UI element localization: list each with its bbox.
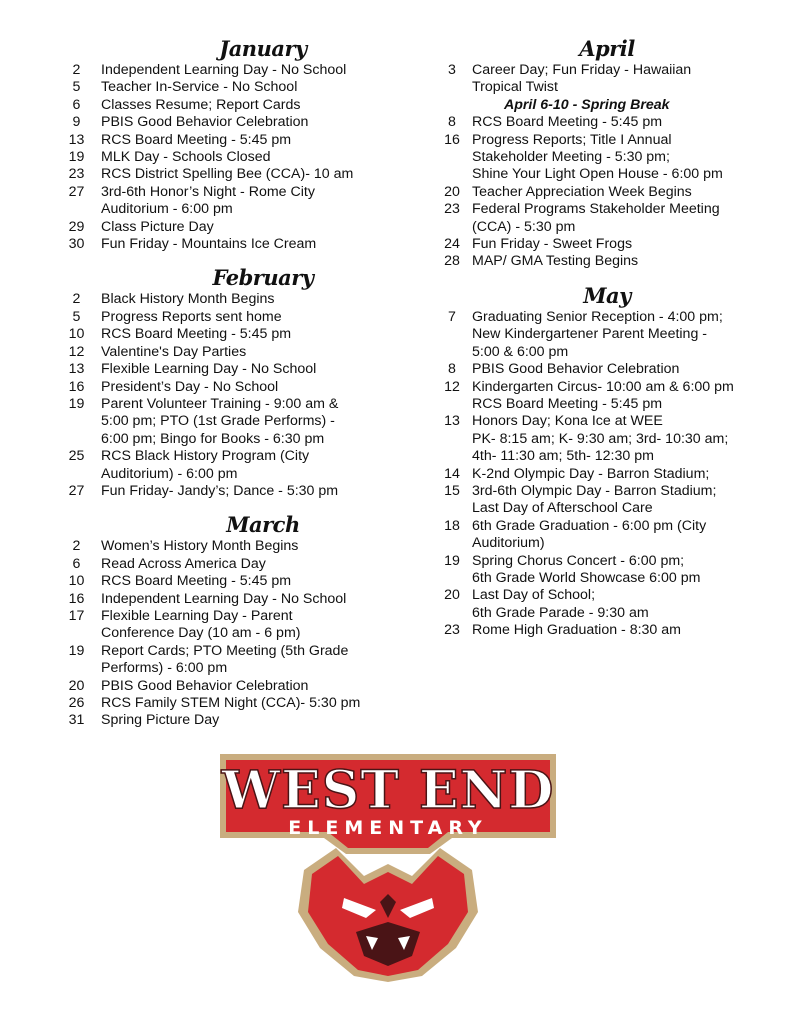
event-text: President’s Day - No School — [101, 378, 279, 395]
event-day: 16 — [444, 131, 460, 148]
event-text: Fun Friday - Sweet Frogs — [472, 236, 633, 253]
event-day: 27 — [68, 183, 85, 200]
right-column — [432, 32, 762, 648]
event-row — [52, 219, 402, 236]
month-may — [432, 279, 762, 640]
event-text: Flexible Learning Day - No School — [101, 361, 317, 378]
event-row — [52, 712, 402, 729]
event-text: PBIS Good Behavior Celebration — [101, 114, 309, 131]
event-text: Fun Friday - Mountains Ice Cream — [101, 236, 317, 253]
event-day: 8 — [448, 361, 456, 378]
event-row — [52, 643, 402, 678]
event-text: RCS Black History Program (City Auditorium) - 6:00 pm — [101, 448, 310, 482]
event-day: 13 — [68, 361, 85, 378]
event-day: 20 — [68, 677, 85, 694]
event-text: 3rd-6th Olympic Day - Barron Stadium; Last Day of Afterschool Care — [472, 482, 717, 517]
event-row — [432, 309, 762, 361]
event-day: 5 — [72, 79, 81, 96]
event-row — [52, 448, 402, 483]
event-row — [432, 114, 762, 131]
event-text: Progress Reports sent home — [101, 308, 282, 325]
event-row — [432, 483, 762, 518]
event-row — [432, 62, 762, 97]
event-text: Report Cards; PTO Meeting (5th Grade Performs) - 6:00 pm — [101, 642, 349, 677]
event-text: RCS Board Meeting - 5:45 pm — [101, 326, 292, 343]
event-row — [432, 253, 762, 270]
event-text: RCS Family STEM Night (CCA)- 5:30 pm — [101, 695, 361, 711]
event-text: Spring Chorus Concert - 6:00 pm; 6th Grade World Showcase 6:00 pm — [472, 552, 701, 586]
event-day: 8 — [448, 114, 456, 131]
event-text: Women’s History Month Begins — [101, 538, 299, 555]
event-row — [432, 622, 762, 639]
event-day: 20 — [444, 587, 460, 604]
event-day: 16 — [68, 590, 85, 607]
west-end-wolf-logo — [216, 752, 560, 984]
event-row — [432, 379, 762, 414]
event-text: Last Day of School; 6th Grade Parade - 9:30 am — [472, 587, 649, 621]
event-day: 30 — [68, 236, 85, 253]
event-row — [52, 483, 402, 500]
event-text: PBIS Good Behavior Celebration — [472, 361, 680, 378]
event-text: Parent Volunteer Training - 9:00 am & 5:00 pm; PTO (1st Grade Performs) - 6:00 pm; Bingo for Books - 6:30 pm — [101, 395, 339, 447]
event-row — [52, 62, 402, 79]
event-list-february — [52, 291, 402, 500]
event-row — [52, 695, 402, 712]
event-text: RCS Board Meeting - 5:45 pm — [101, 573, 292, 590]
event-text: Class Picture Day — [101, 218, 214, 235]
event-row — [52, 166, 402, 183]
event-row — [52, 97, 402, 114]
event-row — [52, 556, 402, 573]
event-text: 6th Grade Graduation - 6:00 pm (City Auditorium) — [472, 517, 707, 552]
event-text: Federal Programs Stakeholder Meeting (CCA) - 5:30 pm — [472, 201, 720, 235]
event-day: 14 — [444, 465, 460, 482]
event-row — [52, 344, 402, 361]
event-text: Independent Learning Day - No School — [101, 62, 347, 78]
event-row — [432, 132, 762, 184]
event-day: 10 — [68, 326, 85, 343]
event-day: 18 — [444, 517, 460, 534]
event-row — [432, 518, 762, 553]
event-text: Rome High Graduation - 8:30 am — [472, 622, 681, 639]
event-day: 17 — [68, 607, 85, 624]
left-column — [52, 32, 402, 738]
month-march — [52, 508, 402, 729]
event-row — [52, 538, 402, 555]
event-list-march — [52, 538, 402, 729]
month-february — [52, 261, 402, 500]
event-row — [52, 184, 402, 219]
event-row — [432, 184, 762, 201]
event-day: 2 — [72, 62, 81, 78]
event-row — [52, 379, 402, 396]
event-day: 5 — [72, 308, 81, 325]
event-text: Black History Month Begins — [101, 291, 275, 308]
event-text: Teacher In-Service - No School — [101, 79, 298, 96]
event-row — [432, 236, 762, 253]
event-row — [52, 326, 402, 343]
event-text: 3rd-6th Honor’s Night - Rome City Auditorium - 6:00 pm — [101, 183, 315, 218]
event-row — [52, 591, 402, 608]
event-row — [52, 132, 402, 149]
event-text: Honors Day; Kona Ice at WEE PK- 8:15 am; K- 9:30 am; 3rd- 10:30 am; 4th- 11:30 am; 5th- 12:30 pm — [472, 413, 729, 465]
event-text: MLK Day - Schools Closed — [101, 149, 271, 166]
event-text: Flexible Learning Day - Parent Conference Day (10 am - 6 pm) — [101, 607, 301, 642]
event-text: RCS Board Meeting - 5:45 pm — [101, 131, 292, 148]
event-row — [432, 587, 762, 622]
event-day: 2 — [72, 538, 81, 555]
event-day: 6 — [72, 555, 81, 572]
event-day: 31 — [68, 712, 85, 729]
event-day: 27 — [68, 482, 85, 499]
event-day: 13 — [68, 131, 85, 148]
event-day: 20 — [444, 183, 460, 200]
event-row — [432, 361, 762, 378]
logo-line1: WEST END — [221, 760, 555, 821]
event-day: 2 — [72, 291, 81, 308]
logo-line2: ELEMENTARY — [288, 817, 488, 839]
wolf-head-icon — [298, 848, 478, 982]
month-title-march: March — [226, 512, 300, 538]
event-row — [432, 466, 762, 483]
event-row — [52, 79, 402, 96]
event-row — [52, 114, 402, 131]
event-text: Classes Resume; Report Cards — [101, 96, 301, 113]
event-row — [52, 608, 402, 643]
event-text: Read Across America Day — [101, 555, 266, 572]
event-day: 26 — [68, 695, 85, 711]
event-day: 28 — [444, 253, 460, 270]
month-title-january: January — [219, 36, 307, 61]
event-text: K-2nd Olympic Day - Barron Stadium; — [472, 465, 710, 482]
event-text: Fun Friday- Jandy’s; Dance - 5:30 pm — [101, 482, 339, 499]
event-list-january — [52, 62, 402, 253]
event-text: MAP/ GMA Testing Begins — [472, 253, 639, 270]
event-text: Progress Reports; Title I Annual Stakeholder Meeting - 5:30 pm; Shine Your Light Open House - 6:00 pm — [472, 131, 723, 183]
event-text: Graduating Senior Reception - 4:00 pm; New Kindergartener Parent Meeting - 5:00 & 6:00 pm — [472, 308, 723, 360]
month-title-april: April — [579, 36, 635, 61]
event-day: 12 — [68, 343, 85, 360]
event-day: 10 — [68, 573, 85, 590]
event-list-april-after — [432, 114, 762, 271]
spring-break-note: April 6-10 - Spring Break — [504, 96, 670, 113]
event-day: 23 — [444, 201, 460, 218]
event-row — [52, 361, 402, 378]
event-row — [432, 413, 762, 465]
event-row — [432, 201, 762, 236]
event-day: 24 — [444, 236, 460, 253]
month-title-may: May — [583, 282, 631, 308]
event-day: 25 — [68, 448, 85, 465]
event-text: Independent Learning Day - No School — [101, 590, 347, 607]
event-day: 23 — [68, 166, 85, 183]
event-list-may — [432, 309, 762, 640]
event-row — [52, 309, 402, 326]
event-day: 13 — [444, 413, 460, 430]
event-day: 3 — [448, 62, 456, 78]
event-day: 7 — [448, 308, 456, 325]
event-day: 9 — [72, 114, 81, 131]
event-day: 16 — [68, 378, 85, 395]
event-text: Spring Picture Day — [101, 712, 220, 729]
event-day: 19 — [68, 149, 85, 166]
event-day: 15 — [444, 482, 460, 499]
event-day: 6 — [72, 96, 81, 113]
event-row — [52, 149, 402, 166]
month-title-february: February — [212, 265, 314, 291]
event-day: 19 — [68, 395, 85, 412]
event-text: Teacher Appreciation Week Begins — [472, 183, 692, 200]
event-row — [52, 396, 402, 448]
event-text: Career Day; Fun Friday - Hawaiian Tropical Twist — [472, 62, 692, 96]
event-row — [432, 553, 762, 588]
event-row — [52, 573, 402, 590]
month-january — [52, 32, 402, 253]
event-day: 19 — [68, 642, 85, 659]
event-day: 29 — [68, 218, 85, 235]
month-april — [432, 32, 762, 271]
event-text: RCS Board Meeting - 5:45 pm — [472, 114, 663, 131]
event-text: PBIS Good Behavior Celebration — [101, 677, 309, 694]
event-day: 23 — [444, 622, 460, 639]
event-text: RCS District Spelling Bee (CCA)- 10 am — [101, 166, 354, 183]
event-text: Valentine's Day Parties — [101, 343, 247, 360]
event-text: Kindergarten Circus- 10:00 am & 6:00 pm RCS Board Meeting - 5:45 pm — [472, 378, 734, 412]
event-row — [52, 678, 402, 695]
event-list-april-before — [432, 62, 762, 97]
event-day: 19 — [444, 552, 460, 569]
event-row — [52, 236, 402, 253]
event-day: 12 — [444, 378, 460, 395]
event-row — [52, 291, 402, 308]
